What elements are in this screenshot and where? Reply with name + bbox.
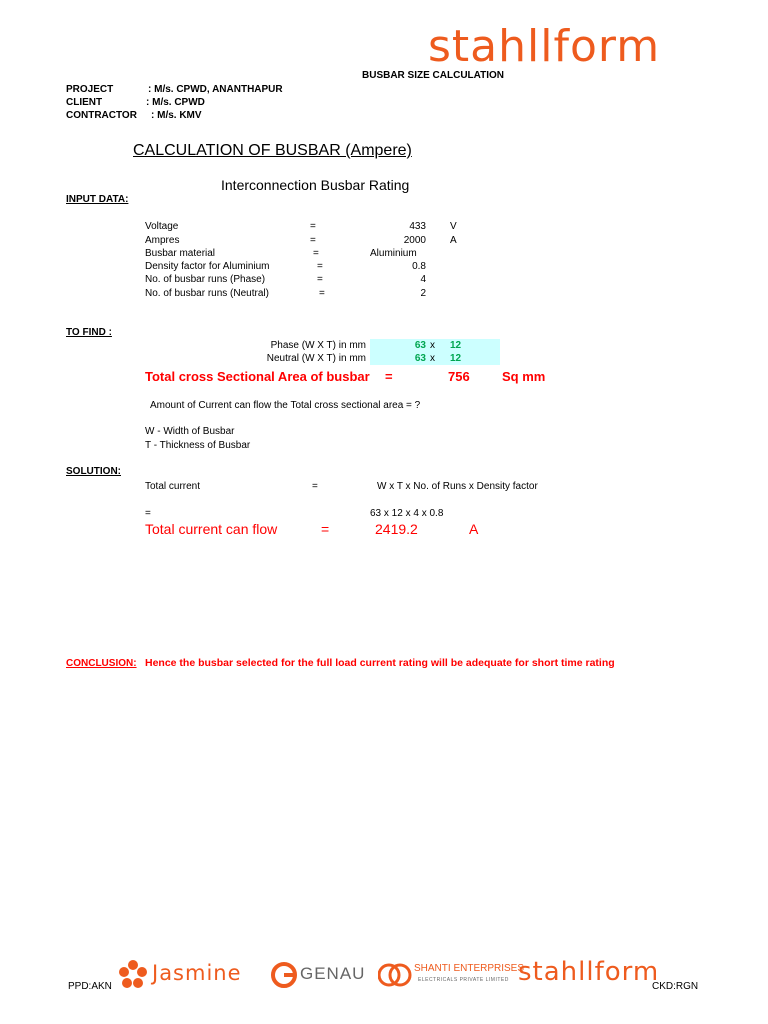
input-row-value: 4 [420,274,426,285]
input-row-value: 433 [409,221,426,232]
area-value: 756 [448,369,470,384]
input-row-label: No. of busbar runs (Neutral) [145,288,269,299]
neutral-label: Neutral (W X T) in mm [266,353,366,364]
client-label: CLIENT [66,97,103,108]
phase-highlight [370,339,500,365]
input-row-value: Aluminium [370,248,417,259]
subtitle: Interconnection Busbar Rating [221,177,410,193]
contractor-value: : M/s. KMV [151,110,202,121]
phase-x: x [430,340,435,351]
project-label: PROJECT [66,84,114,95]
solution-heading: SOLUTION: [66,466,121,477]
prepared-by: PPD:AKN [68,981,112,992]
input-row-value: 0.8 [412,261,426,272]
area-unit: Sq mm [502,369,546,384]
jasmine-flower-icon [118,959,148,989]
document-title: BUSBAR SIZE CALCULATION [362,70,505,81]
input-row-label: Density factor for Aluminium [145,261,270,272]
input-row-eq: = [310,235,316,246]
area-eq: = [385,369,393,384]
input-row-unit: A [450,235,457,246]
neutral-x: x [430,353,435,364]
shanti-se-icon [378,963,412,987]
genau-wordmark: GENAU [300,964,366,983]
formula: W x T x No. of Runs x Density factor [377,481,538,492]
input-row-label: Busbar material [145,248,216,259]
checked-by: CKD:RGN [652,981,699,992]
input-row-eq: = [319,288,325,299]
result-value: 2419.2 [375,521,418,537]
to-find-heading: TO FIND : [66,327,112,338]
input-row-eq: = [317,274,323,285]
stahllform-logo: stahllform [428,21,661,72]
main-title: CALCULATION OF BUSBAR (Ampere) [133,142,412,159]
input-row-eq: = [317,261,323,272]
thickness-definition: T - Thickness of Busbar [145,440,251,451]
phase-width: 63 [414,340,426,351]
shanti-subtitle: ELECTRICALS PRIVATE LIMITED [418,977,509,983]
input-row-label: No. of busbar runs (Phase) [145,274,266,285]
total-current-label: Total current [145,481,201,492]
result-unit: A [469,521,479,537]
input-row-label: Ampres [145,235,180,246]
phase-thickness: 12 [450,340,462,351]
input-row-eq: = [313,248,319,259]
input-data-heading: INPUT DATA: [66,194,129,205]
client-value: : M/s. CPWD [146,97,205,108]
input-row-value: 2 [420,288,426,299]
result-label: Total current can flow [145,521,278,537]
substitution-eq: = [145,508,151,519]
neutral-thickness: 12 [450,353,462,364]
total-current-eq: = [312,481,318,492]
genau-g-icon [271,962,297,988]
project-value: : M/s. CPWD, ANANTHAPUR [148,84,283,95]
shanti-wordmark: SHANTI ENTERPRISES [414,963,525,974]
input-row-eq: = [310,221,316,232]
input-row-unit: V [450,221,457,232]
stahllform-footer-logo: stahllform [518,957,660,987]
width-definition: W - Width of Busbar [145,426,235,437]
jasmine-wordmark: Jasmine [152,961,242,985]
question-text: Amount of Current can flow the Total cross sectional area = ? [150,400,421,411]
result-eq: = [321,521,330,537]
input-row-label: Voltage [145,221,179,232]
substituted-values: 63 x 12 x 4 x 0.8 [370,508,444,519]
contractor-label: CONTRACTOR [66,110,137,121]
conclusion-label: CONCLUSION: [66,658,137,669]
conclusion-text: Hence the busbar selected for the full load current rating will be adequate for short time rating [145,657,615,669]
area-label: Total cross Sectional Area of busbar [145,369,370,384]
input-row-value: 2000 [403,235,426,246]
phase-label: Phase (W X T) in mm [270,340,366,351]
neutral-width: 63 [414,353,426,364]
